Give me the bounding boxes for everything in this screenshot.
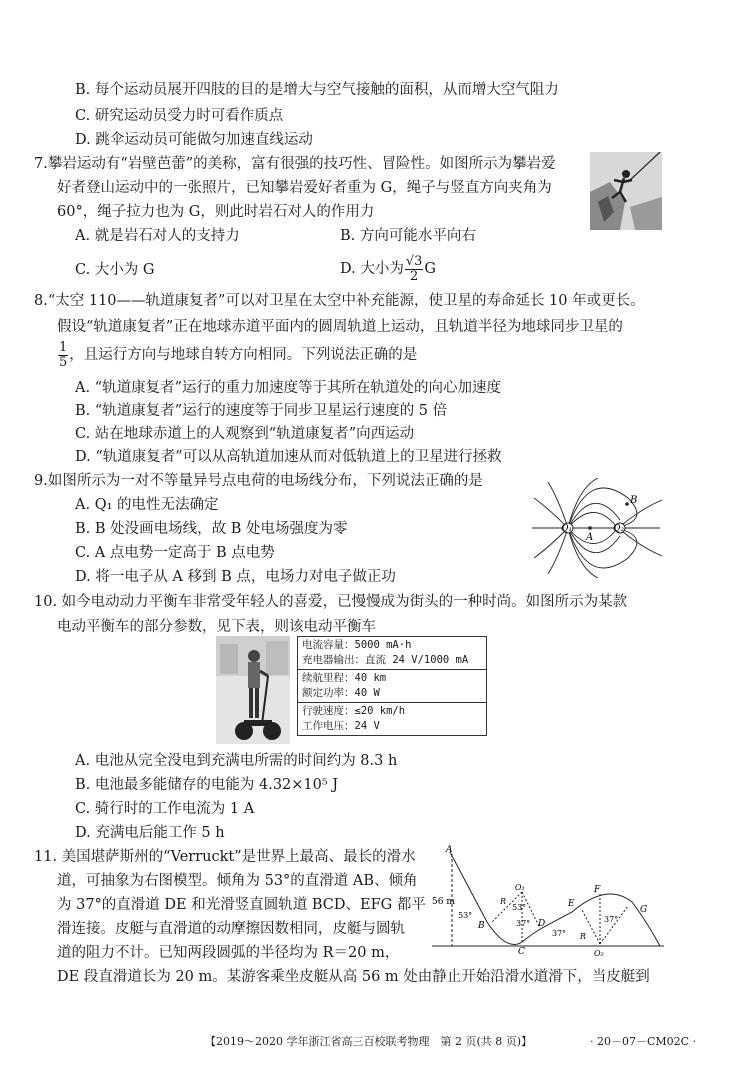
slide-label-o2: O₂ bbox=[594, 949, 604, 958]
q9-option-b: B. B 处没画电场线，故 B 处电场强度为零 bbox=[75, 521, 348, 537]
q7-option-b: B. 方向可能水平向右 bbox=[340, 228, 476, 244]
q8-fraction bbox=[58, 341, 68, 370]
q8-option-a: A. “轨道康复者”运行的重力加速度等于其所在轨道处的向心加速度 bbox=[75, 380, 502, 396]
q8-option-d: D. “轨道康复者”可以从高轨道加速从而对低轨道上的卫星进行拯救 bbox=[75, 449, 502, 465]
q9-option-a: A. Q₁ 的电性无法确定 bbox=[75, 497, 219, 513]
q10-option-d: D. 充满电后能工作 5 h bbox=[75, 825, 225, 841]
electric-field-diagram bbox=[528, 478, 668, 578]
table-row bbox=[298, 637, 487, 670]
q11-stem-line5: 道的阻力不计。已知两段圆弧的半径均为 R＝20 m， bbox=[57, 945, 400, 961]
slide-label-a: A bbox=[446, 845, 453, 855]
fig-label-a: A bbox=[586, 532, 594, 543]
balance-scooter-photo bbox=[216, 636, 290, 744]
slide-label-g: G bbox=[640, 905, 648, 915]
table-cell: 行驶速度：≤20 km/h 工作电压：24 V bbox=[298, 703, 487, 736]
q8-stem-line1: 8.“太空 110——轨道康复者”可以对卫星在太空中补充能源，使卫星的寿命延长 10 年或更长。 bbox=[34, 293, 645, 309]
q11-stem-line2: 道，可抽象为右图模型。倾角为 53°的直滑道 AB、倾角 bbox=[57, 873, 418, 889]
water-slide-diagram bbox=[432, 842, 664, 962]
slide-label-angle-37b: 37° bbox=[552, 929, 567, 938]
slide-label-o1: O₁ bbox=[515, 883, 525, 892]
q8-fraction-numerator: 1 bbox=[59, 339, 68, 355]
q10-stem-line1: 10. 如今电动动力平衡车非常受年轻人的喜爱，已慢慢成为街头的一种时尚。如图所示为某款 bbox=[34, 594, 628, 610]
climber-photo bbox=[590, 152, 662, 230]
slide-label-e: E bbox=[568, 899, 575, 909]
q8-option-b: B. “轨道康复者”运行的速度等于同步卫星运行速度的 5 倍 bbox=[75, 403, 448, 419]
q7-stem-line2: 好者登山运动中的一张照片，已知攀岩爱好者重为 G，绳子与竖直方向夹角为 bbox=[57, 180, 552, 196]
q10-option-a: A. 电池从完全没电到充满电所需的时间约为 8.3 h bbox=[75, 753, 398, 769]
q8-stem-line3 bbox=[57, 338, 417, 372]
slide-label-b: B bbox=[478, 921, 485, 931]
q7-option-d-numerator: √3 bbox=[405, 253, 423, 269]
table-row bbox=[298, 703, 487, 736]
fig-label-q1: Q₁ bbox=[561, 524, 572, 534]
q6-option-b: B. 每个运动员展开四肢的目的是增大与空气接触的面积，从而增大空气阻力 bbox=[75, 82, 559, 98]
fig-label-q2: Q₂ bbox=[613, 524, 624, 534]
q7-option-d-prefix: D. 大小为 bbox=[340, 261, 404, 277]
footer-code: · 20－07－CM02C · bbox=[590, 1035, 697, 1048]
q10-option-c: C. 骑行时的工作电流为 1 A bbox=[75, 801, 255, 817]
q9-stem: 9.如图所示为一对不等量异号点电荷的电场线分布，下列说法正确的是 bbox=[34, 473, 483, 489]
q11-stem-line6: DE 段直滑道长为 20 m。某游客乘坐皮艇从高 56 m 处由静止开始沿滑水道滑下，当皮艇到 bbox=[57, 969, 650, 985]
slide-label-r1: R bbox=[500, 897, 507, 906]
q11-stem-line3: 为 37°的直滑道 DE 和光滑竖直圆轨道 BCD、EFG 都平 bbox=[57, 897, 426, 913]
q10-stem-line2: 电动平衡车的部分参数，见下表，则该电动平衡车 bbox=[57, 619, 376, 635]
q7-option-d-suffix: G bbox=[424, 261, 436, 277]
table-cell: 续航里程：40 km 额定功率：40 W bbox=[298, 670, 487, 703]
q8-option-c: C. 站在地球赤道上的人观察到“轨道康复者”向西运动 bbox=[75, 426, 415, 442]
q7-option-c: C. 大小为 G bbox=[75, 262, 155, 278]
slide-label-r2: R bbox=[580, 932, 587, 941]
q7-option-d-fraction bbox=[405, 255, 424, 284]
q11-stem-line1: 11. 美国堪萨斯州的“Verruckt”是世界上最高、最长的滑水 bbox=[34, 849, 416, 865]
q8-stem-line3-text: ，且运行方向与地球自转方向相同。下列说法正确的是 bbox=[69, 347, 418, 363]
q9-option-d: D. 将一电子从 A 移到 B 点，电场力对电子做正功 bbox=[75, 569, 396, 585]
slide-label-angle-37a: 37° bbox=[516, 919, 531, 928]
q6-option-c: C. 研究运动员受力时可看作质点 bbox=[75, 108, 284, 124]
q11-stem-line4: 滑连接。皮艇与直滑道的动摩擦因数相同，皮艇与圆轨 bbox=[57, 921, 405, 937]
footer-page-info: 【2019～2020 学年浙江省高三百校联考物理 第 2 页(共 8 页)】 bbox=[205, 1035, 533, 1048]
fig-label-b: B bbox=[630, 495, 638, 506]
q7-stem-line3: 60°，绳子拉力也为 G，则此时岩石对人的作用力 bbox=[57, 204, 375, 220]
table-cell: 电流容量：5000 mA·h 充电器输出：直流 24 V/1000 mA bbox=[298, 637, 487, 670]
q7-stem-line1: 7.攀岩运动有“岩壁芭蕾”的美称，富有很强的技巧性、冒险性。如图所示为攀岩爱 bbox=[34, 156, 556, 172]
q8-stem-line2: 假设“轨道康复者”正在地球赤道平面内的圆周轨道上运动，且轨道半径为地球同步卫星的 bbox=[57, 319, 623, 335]
slide-label-d: D bbox=[538, 919, 546, 929]
slide-label-height: 56 m bbox=[432, 897, 455, 907]
q10-option-b: B. 电池最多能储存的电能为 4.32×10⁵ J bbox=[75, 777, 339, 793]
q7-option-d-denominator: 2 bbox=[409, 268, 419, 284]
slide-label-angle-53b: 53° bbox=[512, 903, 527, 912]
q7-option-d bbox=[340, 252, 436, 286]
q9-option-c: C. A 点电势一定高于 B 点电势 bbox=[75, 545, 275, 561]
table-row bbox=[298, 670, 487, 703]
slide-label-angle-53a: 53° bbox=[458, 911, 473, 920]
q7-option-a: A. 就是岩石对人的支持力 bbox=[75, 228, 240, 244]
slide-label-f: F bbox=[594, 885, 601, 895]
q6-option-d: D. 跳伞运动员可能做匀加速直线运动 bbox=[75, 132, 313, 148]
scooter-parameters-table bbox=[297, 636, 487, 736]
slide-label-c: C bbox=[518, 947, 525, 957]
q8-fraction-denominator: 5 bbox=[59, 354, 68, 370]
slide-label-angle-37c: 37° bbox=[604, 915, 619, 924]
